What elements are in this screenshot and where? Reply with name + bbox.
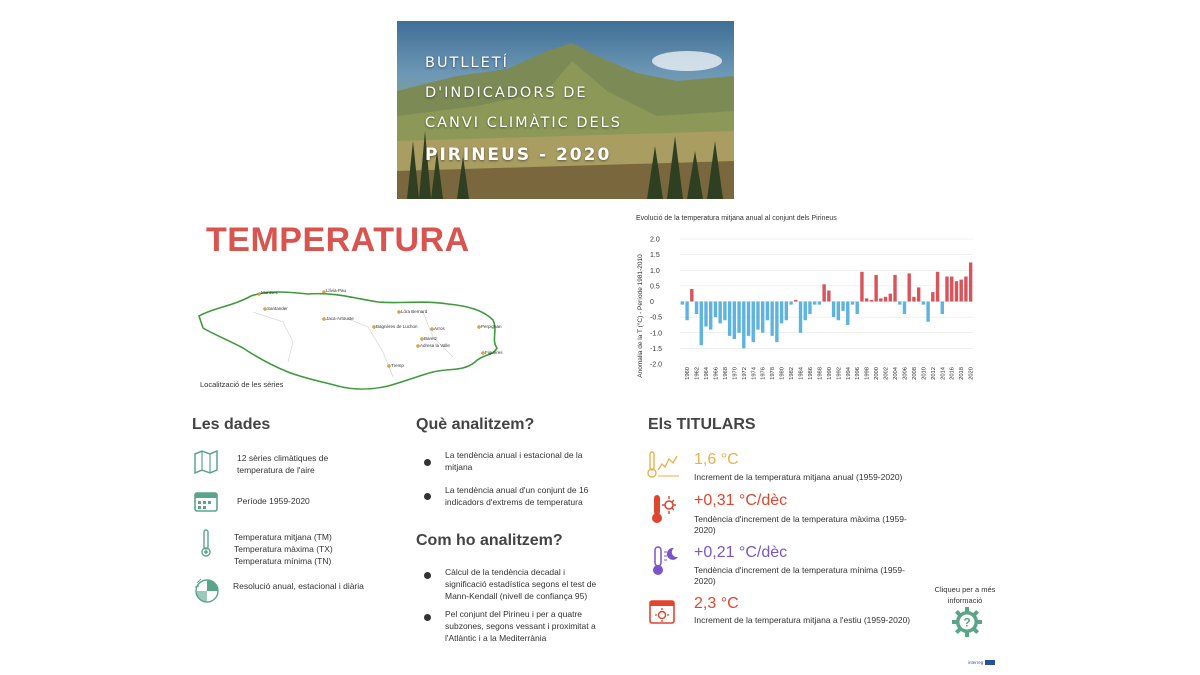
headline-1-desc: Increment de la temperatura mitjana anual (1959-2020) [694, 472, 903, 482]
bar-1972 [742, 302, 745, 349]
com-title: Com ho analitzem? [416, 532, 563, 549]
headline-2-desc: Tendència d'increment de la temperatura màxima (1959-2020) [694, 514, 907, 535]
bar-1995 [851, 302, 854, 305]
x-tick-label: 1970 [732, 367, 739, 380]
site-label-llivia: Llívia-Pau [326, 288, 347, 293]
que-bullet-1: La tendència anual i estacional de la mitjana [445, 450, 583, 472]
bar-1967 [718, 302, 721, 324]
help-gear-icon[interactable] [951, 606, 983, 638]
bar-1970 [733, 302, 736, 340]
bar-1979 [775, 302, 778, 343]
bar-1966 [714, 302, 717, 318]
site-label-bagneres: Bagnères de Luchon [376, 324, 418, 329]
chart-ylabel: Anomalia de la T (°C) - Període 1981-2010 [637, 254, 644, 378]
bar-1976 [761, 302, 764, 333]
x-tick-label: 1968 [722, 367, 729, 380]
bar-1959 [681, 302, 684, 305]
headline-2-value: +0,31 °C/dèc [694, 492, 788, 509]
bar-1997 [860, 272, 863, 302]
bar-1993 [841, 302, 844, 311]
bullet-dot [424, 572, 431, 579]
site-label-jaca: Jaca-Artouste [326, 316, 354, 321]
bar-1963 [700, 302, 703, 346]
x-tick-label: 1976 [760, 367, 767, 380]
bar-2017 [955, 281, 958, 301]
site-label-tremp: Tremp [391, 363, 404, 368]
les-dades-item-4: Resolució anual, estacional i diària [233, 581, 364, 591]
x-tick-label: 1988 [817, 367, 824, 380]
pyrenees-map [193, 282, 505, 396]
svg-text:?: ? [963, 615, 971, 630]
x-tick-label: 2010 [921, 367, 928, 380]
x-tick-label: 1984 [798, 367, 805, 380]
com-bullet-2: Pel conjunt del Pirineu i per a quatre subzones, segons vessant i proximitat a l'Atlàntic i a la Mediterrània [445, 609, 596, 643]
y-tick-label: 1.5 [650, 252, 660, 260]
bar-2018 [959, 280, 962, 302]
banner-line-4: PIRINEUS - 2020 [425, 145, 612, 165]
les-dades-item-3b: Temperatura màxima (TX) [234, 544, 333, 554]
bullet-dot [424, 459, 431, 466]
section-title: TEMPERATURA [206, 221, 470, 259]
x-tick-label: 2006 [902, 367, 909, 380]
bar-1983 [794, 300, 797, 302]
site-label-figueres: Figueres [485, 350, 503, 355]
bar-2002 [884, 297, 887, 302]
x-tick-label: 1972 [741, 367, 748, 380]
x-tick-label: 1990 [826, 367, 833, 380]
y-tick-label: -1.5 [650, 345, 663, 353]
que-bullet-2: La tendència anual d'un conjunt de 16 indicadors d'extrems de temperatura [445, 485, 589, 507]
x-tick-label: 1982 [789, 367, 796, 380]
bar-1965 [709, 302, 712, 330]
y-tick-label: -1.0 [650, 330, 663, 338]
bar-1962 [695, 302, 698, 315]
bar-2010 [922, 302, 925, 305]
bar-2011 [926, 302, 929, 322]
x-tick-label: 2018 [959, 367, 966, 380]
bar-2008 [912, 297, 915, 302]
bar-1982 [789, 302, 792, 305]
x-tick-label: 1986 [807, 367, 814, 380]
x-tick-label: 2008 [911, 367, 918, 380]
bar-2013 [936, 272, 939, 302]
site-label-baretz: Baretz [424, 336, 438, 341]
bar-2005 [898, 302, 901, 305]
bar-1960 [685, 302, 688, 321]
mountain-landscape [397, 21, 734, 199]
x-tick-label: 1980 [779, 367, 786, 380]
bar-1990 [827, 291, 830, 302]
banner-image [397, 21, 734, 199]
les-dades-item-3a: Temperatura mitjana (TM) [234, 532, 332, 542]
bar-1971 [737, 302, 740, 333]
x-tick-label: 2016 [949, 367, 956, 380]
thermometer-moon-icon [650, 544, 680, 578]
les-dades-title: Les dades [192, 416, 271, 433]
x-tick-label: 2004 [893, 367, 900, 380]
x-tick-label: 1978 [770, 367, 777, 380]
bar-1978 [770, 302, 773, 336]
thermometer-chart-icon [646, 450, 680, 480]
map-fold-icon [193, 449, 219, 475]
y-tick-label: 0.5 [650, 283, 660, 291]
site-label-perpignan: Perpignan [481, 324, 502, 329]
x-tick-label: 1960 [685, 367, 692, 380]
x-tick-label: 2012 [930, 367, 937, 380]
thermometer-sun-icon [648, 492, 678, 526]
x-tick-label: 2000 [874, 367, 881, 380]
titulars-title: Els TITULARS [648, 416, 756, 433]
les-dades-item-3c: Temperatura mínima (TN) [234, 556, 332, 566]
bar-1968 [723, 302, 726, 321]
bar-1999 [870, 300, 873, 302]
bar-1991 [832, 302, 835, 318]
bar-1984 [799, 302, 802, 333]
bar-1986 [808, 302, 811, 315]
les-dades-item-2: Període 1959-2020 [237, 496, 310, 506]
y-tick-label: -2.0 [650, 361, 663, 369]
help-label: Cliqueu per a més informació [934, 585, 996, 605]
x-tick-label: 1992 [836, 367, 843, 380]
bar-1989 [822, 284, 825, 301]
bar-1973 [747, 302, 750, 336]
bar-2006 [903, 302, 906, 315]
interreg-logo-text: interreg [968, 660, 984, 665]
bar-1981 [785, 302, 788, 321]
banner-line-1: BUTLLETÍ [425, 55, 509, 71]
interreg-logo [968, 660, 995, 665]
bar-2020 [969, 262, 972, 301]
headline-4-desc: Increment de la temperatura mitjana a l'estiu (1959-2020) [694, 615, 911, 625]
bar-2019 [964, 277, 967, 302]
y-tick-label: 2.0 [650, 236, 660, 244]
les-dades-item-1: 12 sèries climàtiques de temperatura de l'aire [237, 453, 329, 475]
headline-1-value: 1,6 °C [694, 451, 739, 468]
que-title: Què analitzem? [416, 416, 535, 433]
bar-2003 [889, 294, 892, 302]
thermometer-icon [199, 528, 213, 558]
x-tick-label: 1996 [855, 367, 862, 380]
banner-line-2: D'INDICADORS DE [425, 85, 588, 101]
chart-title: Evolució de la temperatura mitjana anual al conjunt dels Pirineus [636, 215, 837, 222]
headline-3-desc: Tendència d'increment de la temperatura mínima (1959-2020) [694, 565, 905, 586]
bar-1969 [728, 302, 731, 336]
x-tick-label: 1966 [713, 367, 720, 380]
headline-3-value: +0,21 °C/dèc [694, 544, 788, 561]
x-tick-label: 1964 [703, 367, 710, 380]
bar-2014 [941, 302, 944, 315]
bar-1964 [704, 302, 707, 327]
x-tick-label: 2002 [883, 367, 890, 380]
calendar-sun-icon [648, 597, 678, 627]
seasons-icon [193, 577, 221, 605]
bar-2015 [945, 277, 948, 302]
x-tick-label: 2014 [940, 367, 947, 380]
site-label-lora: Lóra Bernard [401, 309, 428, 314]
x-tick-label: 1974 [751, 367, 758, 380]
bar-1977 [766, 302, 769, 321]
x-tick-label: 2020 [968, 367, 975, 380]
bar-2000 [874, 275, 877, 302]
x-tick-label: 1994 [845, 367, 852, 380]
y-tick-label: 0 [650, 299, 654, 306]
bar-2012 [931, 292, 934, 301]
site-label-adresa: Adresa la Valle [420, 343, 450, 348]
bar-2007 [908, 273, 911, 301]
x-tick-label: 1998 [864, 367, 871, 380]
site-label-arros: Arros [434, 326, 445, 331]
bar-1988 [818, 302, 821, 305]
bar-1992 [837, 302, 840, 321]
bar-1974 [752, 302, 755, 343]
temperature-anomaly-chart [620, 224, 980, 400]
headline-4-value: 2,3 °C [694, 595, 739, 612]
map-caption: Localització de les sèries [200, 380, 284, 389]
bullet-dot [424, 493, 431, 500]
bar-1980 [780, 302, 783, 324]
bar-2004 [893, 275, 896, 302]
bar-1998 [865, 298, 868, 301]
banner-line-3: CANVI CLIMÀTIC DELS [425, 115, 622, 131]
com-bullet-1: Càlcul de la tendència decadal i significació estadística segons el test de Mann-Kendall (nivell de confiança 95) [445, 567, 597, 601]
bar-2001 [879, 298, 882, 301]
y-tick-label: -0.5 [650, 314, 663, 322]
bar-1987 [813, 302, 816, 305]
y-tick-label: 1.0 [650, 267, 660, 275]
bar-1961 [690, 289, 693, 302]
x-tick-label: 1962 [694, 367, 701, 380]
bar-1985 [804, 302, 807, 321]
bar-2016 [950, 277, 953, 302]
bar-1994 [846, 302, 849, 325]
bullet-dot [424, 614, 431, 621]
bar-1975 [756, 302, 759, 330]
site-label-montsec: Montsec [261, 290, 279, 295]
bar-1996 [856, 302, 859, 315]
site-label-santander: Santander [267, 306, 288, 311]
bar-2009 [917, 287, 920, 301]
calendar-icon [193, 489, 219, 513]
